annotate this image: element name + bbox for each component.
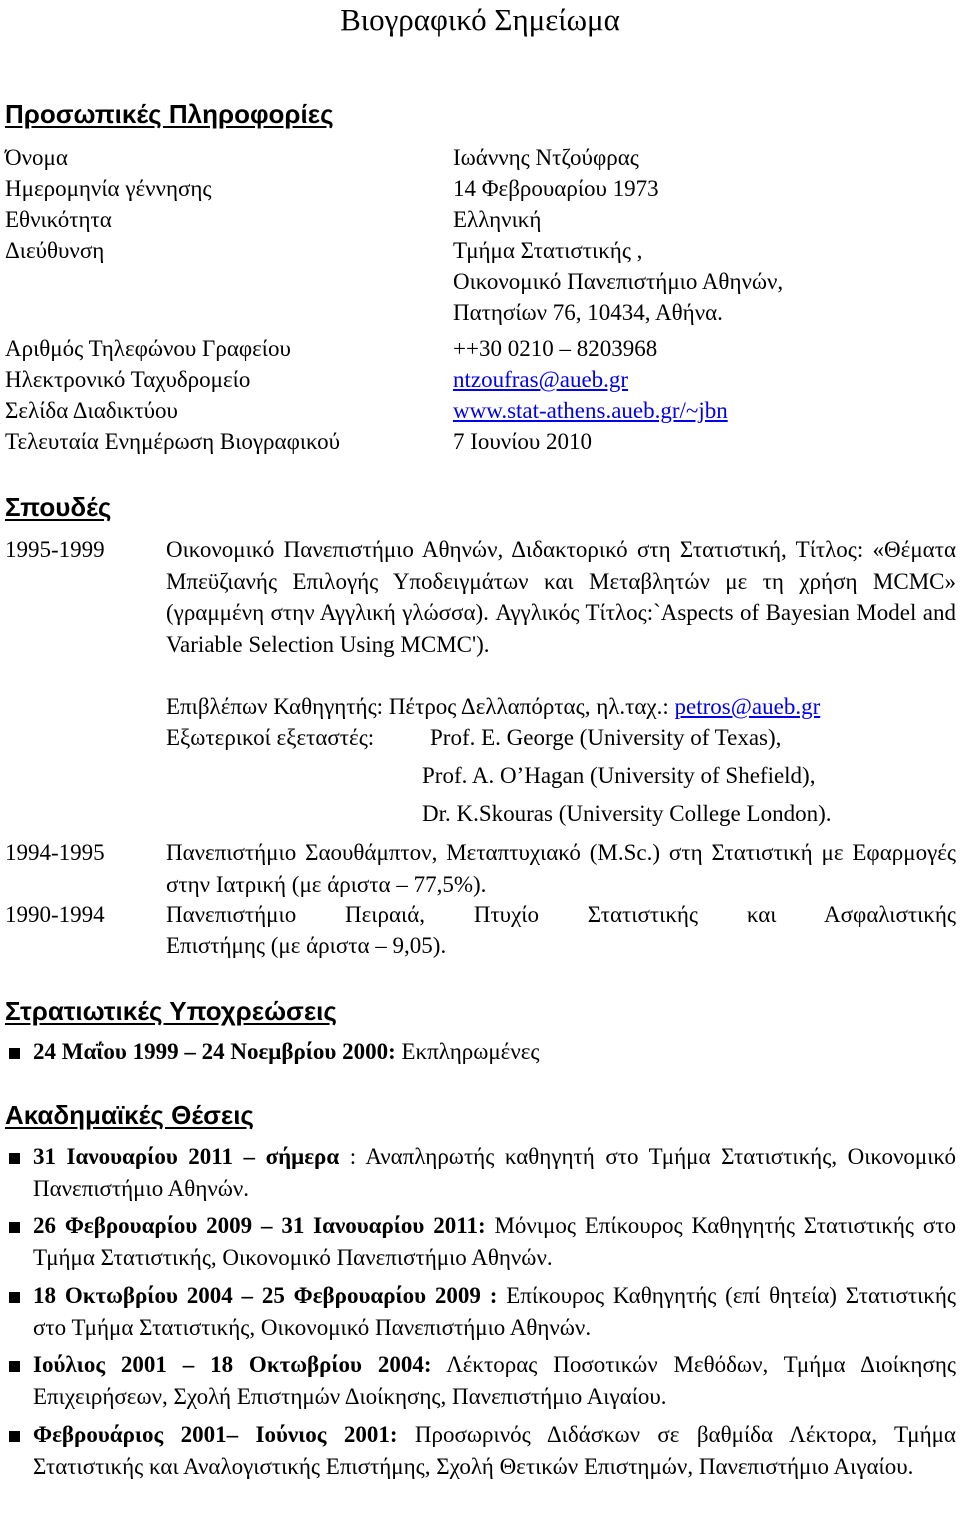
nationality-label: Εθνικότητα [5,207,112,232]
email-link[interactable]: ntzoufras@aueb.gr [453,367,629,392]
academic-item-text: Λέκτορας Ποσοτικών Μεθόδων, Τμήμα Διοίκησης Επιχειρήσεων, Σχολή Επιστημών Διοίκησης, Πανεπιστήμιο Αιγαίου. [33,1352,956,1409]
website-link[interactable]: www.stat-athens.aueb.gr/~jbn [453,398,728,423]
section-heading-academic: Ακαδημαϊκές Θέσεις [5,1100,254,1130]
updated-label: Τελευταία Ενημέρωση Βιογραφικού [5,429,341,454]
academic-item-text: Επίκουρος Καθηγητής (επί θητεία) Στατιστικής στο Τμήμα Στατιστικής, Οικονομικό Πανεπιστήμιο Αθηνών. [33,1283,956,1340]
examiner-3: Dr. K.Skouras (University College London). [422,801,832,826]
address-label: Διεύθυνση [5,238,105,263]
document-title: Βιογραφικό Σημείωμα [340,2,620,37]
address-line-3: Πατησίων 76, 10434, Αθήνα. [453,300,723,325]
bullet-icon [9,1048,20,1059]
section-heading-personal: Προσωπικές Πληροφορίες [5,99,334,129]
academic-item-period: Ιούλιος 2001 – 18 Οκτωβρίου 2004: [33,1352,432,1377]
academic-item [33,1210,956,1273]
academic-item [33,1141,956,1204]
bsc-description-line-2: Επιστήμης (με άριστα – 9,05). [166,933,447,958]
nationality-value: Ελληνική [453,207,542,232]
phone-value: ++30 0210 – 8203968 [453,336,658,361]
academic-item [33,1419,956,1482]
phd-supervisor-text: Επιβλέπων Καθηγητής: Πέτρος Δελλαπόρτας, ηλ.ταχ.: [166,694,675,719]
academic-item [33,1349,956,1412]
academic-item-period: Φεβρουάριος 2001– Ιούνιος 2001: [33,1422,398,1447]
section-heading-studies: Σπουδές [5,492,112,522]
academic-item-period: 31 Ιανουαρίου 2011 – σήμερα [33,1144,340,1169]
msc-description: Πανεπιστήμιο Σαουθάμπτον, Μεταπτυχιακό (M.Sc.) στη Στατιστική με Εφαρμογές στην Ιατρική (με άριστα – 77,5%). [166,840,956,897]
email-label: Ηλεκτρονικό Ταχυδρομείο [5,367,251,392]
examiner-1: Prof. E. George (University of Texas), [430,725,782,750]
phd-supervisor [166,691,820,723]
bullet-icon [9,1361,20,1372]
address-line-2: Οικονομικό Πανεπιστήμιο Αθηνών, [453,269,784,294]
academic-item-text: Μόνιμος Επίκουρος Καθηγητής Στατιστικής στο Τμήμα Στατιστικής, Οικονομικό Πανεπιστήμιο Αθηνών. [33,1213,956,1270]
bullet-icon [9,1292,20,1303]
phone-label: Αριθμός Τηλεφώνου Γραφείου [5,336,291,361]
phd-description: Οικονομικό Πανεπιστήμιο Αθηνών, Διδακτορικό στη Στατιστική, Τίτλος: «Θέματα Μπεϋζιανής Επιλογής Υποδειγμάτων και Μεταβλητών με τη χρήση MCMC» (γραμμένη στην Αγγλική γλώσσα). Αγγλικός Τίτλος:`Aspects of Bayesian Model and Variable Selection Using MCMC'). [166,537,956,657]
phd-years: 1995-1999 [5,537,105,562]
academic-item-period: 26 Φεβρουαρίου 2009 – 31 Ιανουαρίου 2011: [33,1213,486,1238]
dob-label: Ημερομηνία γέννησης [5,176,212,201]
bullet-icon [9,1431,20,1442]
supervisor-email-link[interactable]: petros@aueb.gr [674,694,821,719]
section-heading-military: Στρατιωτικές Υποχρεώσεις [5,996,337,1026]
msc-years: 1994-1995 [5,840,105,865]
updated-value: 7 Ιουνίου 2010 [453,429,593,454]
academic-item-period: 18 Οκτωβρίου 2004 – 25 Φεβρουαρίου 2009 : [33,1283,498,1308]
academic-item-text: : Αναπληρωτής καθηγητή στο Τμήμα Στατιστικής, Οικονομικό Πανεπιστήμιο Αθηνών. [33,1144,956,1201]
academic-item [33,1280,956,1343]
military-period: 24 Μαΐου 1999 – 24 Νοεμβρίου 2000: [33,1039,396,1064]
military-status: Εκπληρωμένες [395,1039,540,1064]
bsc-years: 1990-1994 [5,902,105,927]
name-label: Όνομα [5,145,68,170]
bullet-icon [9,1222,20,1233]
academic-item-text: Προσωρινός Διδάσκων σε βαθμίδα Λέκτορα, Τμήμα Στατιστικής και Αναλογιστικής Επιστήμης, Σχολή Θετικών Επιστημών, Πανεπιστήμιο Αιγαίου. [33,1422,956,1479]
bullet-icon [9,1153,20,1164]
name-value: Ιωάννης Ντζούφρας [453,145,639,170]
dob-value: 14 Φεβρουαρίου 1973 [453,176,659,201]
examiner-2: Prof. A. O’Hagan (University of Shefield), [422,763,816,788]
examiners-label: Εξωτερικοί εξεταστές: [166,725,375,750]
web-label: Σελίδα Διαδικτύου [5,398,178,423]
address-line-1: Τμήμα Στατιστικής , [453,238,643,263]
bsc-description-line-1: Πανεπιστήμιο Πειραιά, Πτυχίο Στατιστικής και Ασφαλιστικής [166,902,956,927]
military-item [33,1036,956,1068]
